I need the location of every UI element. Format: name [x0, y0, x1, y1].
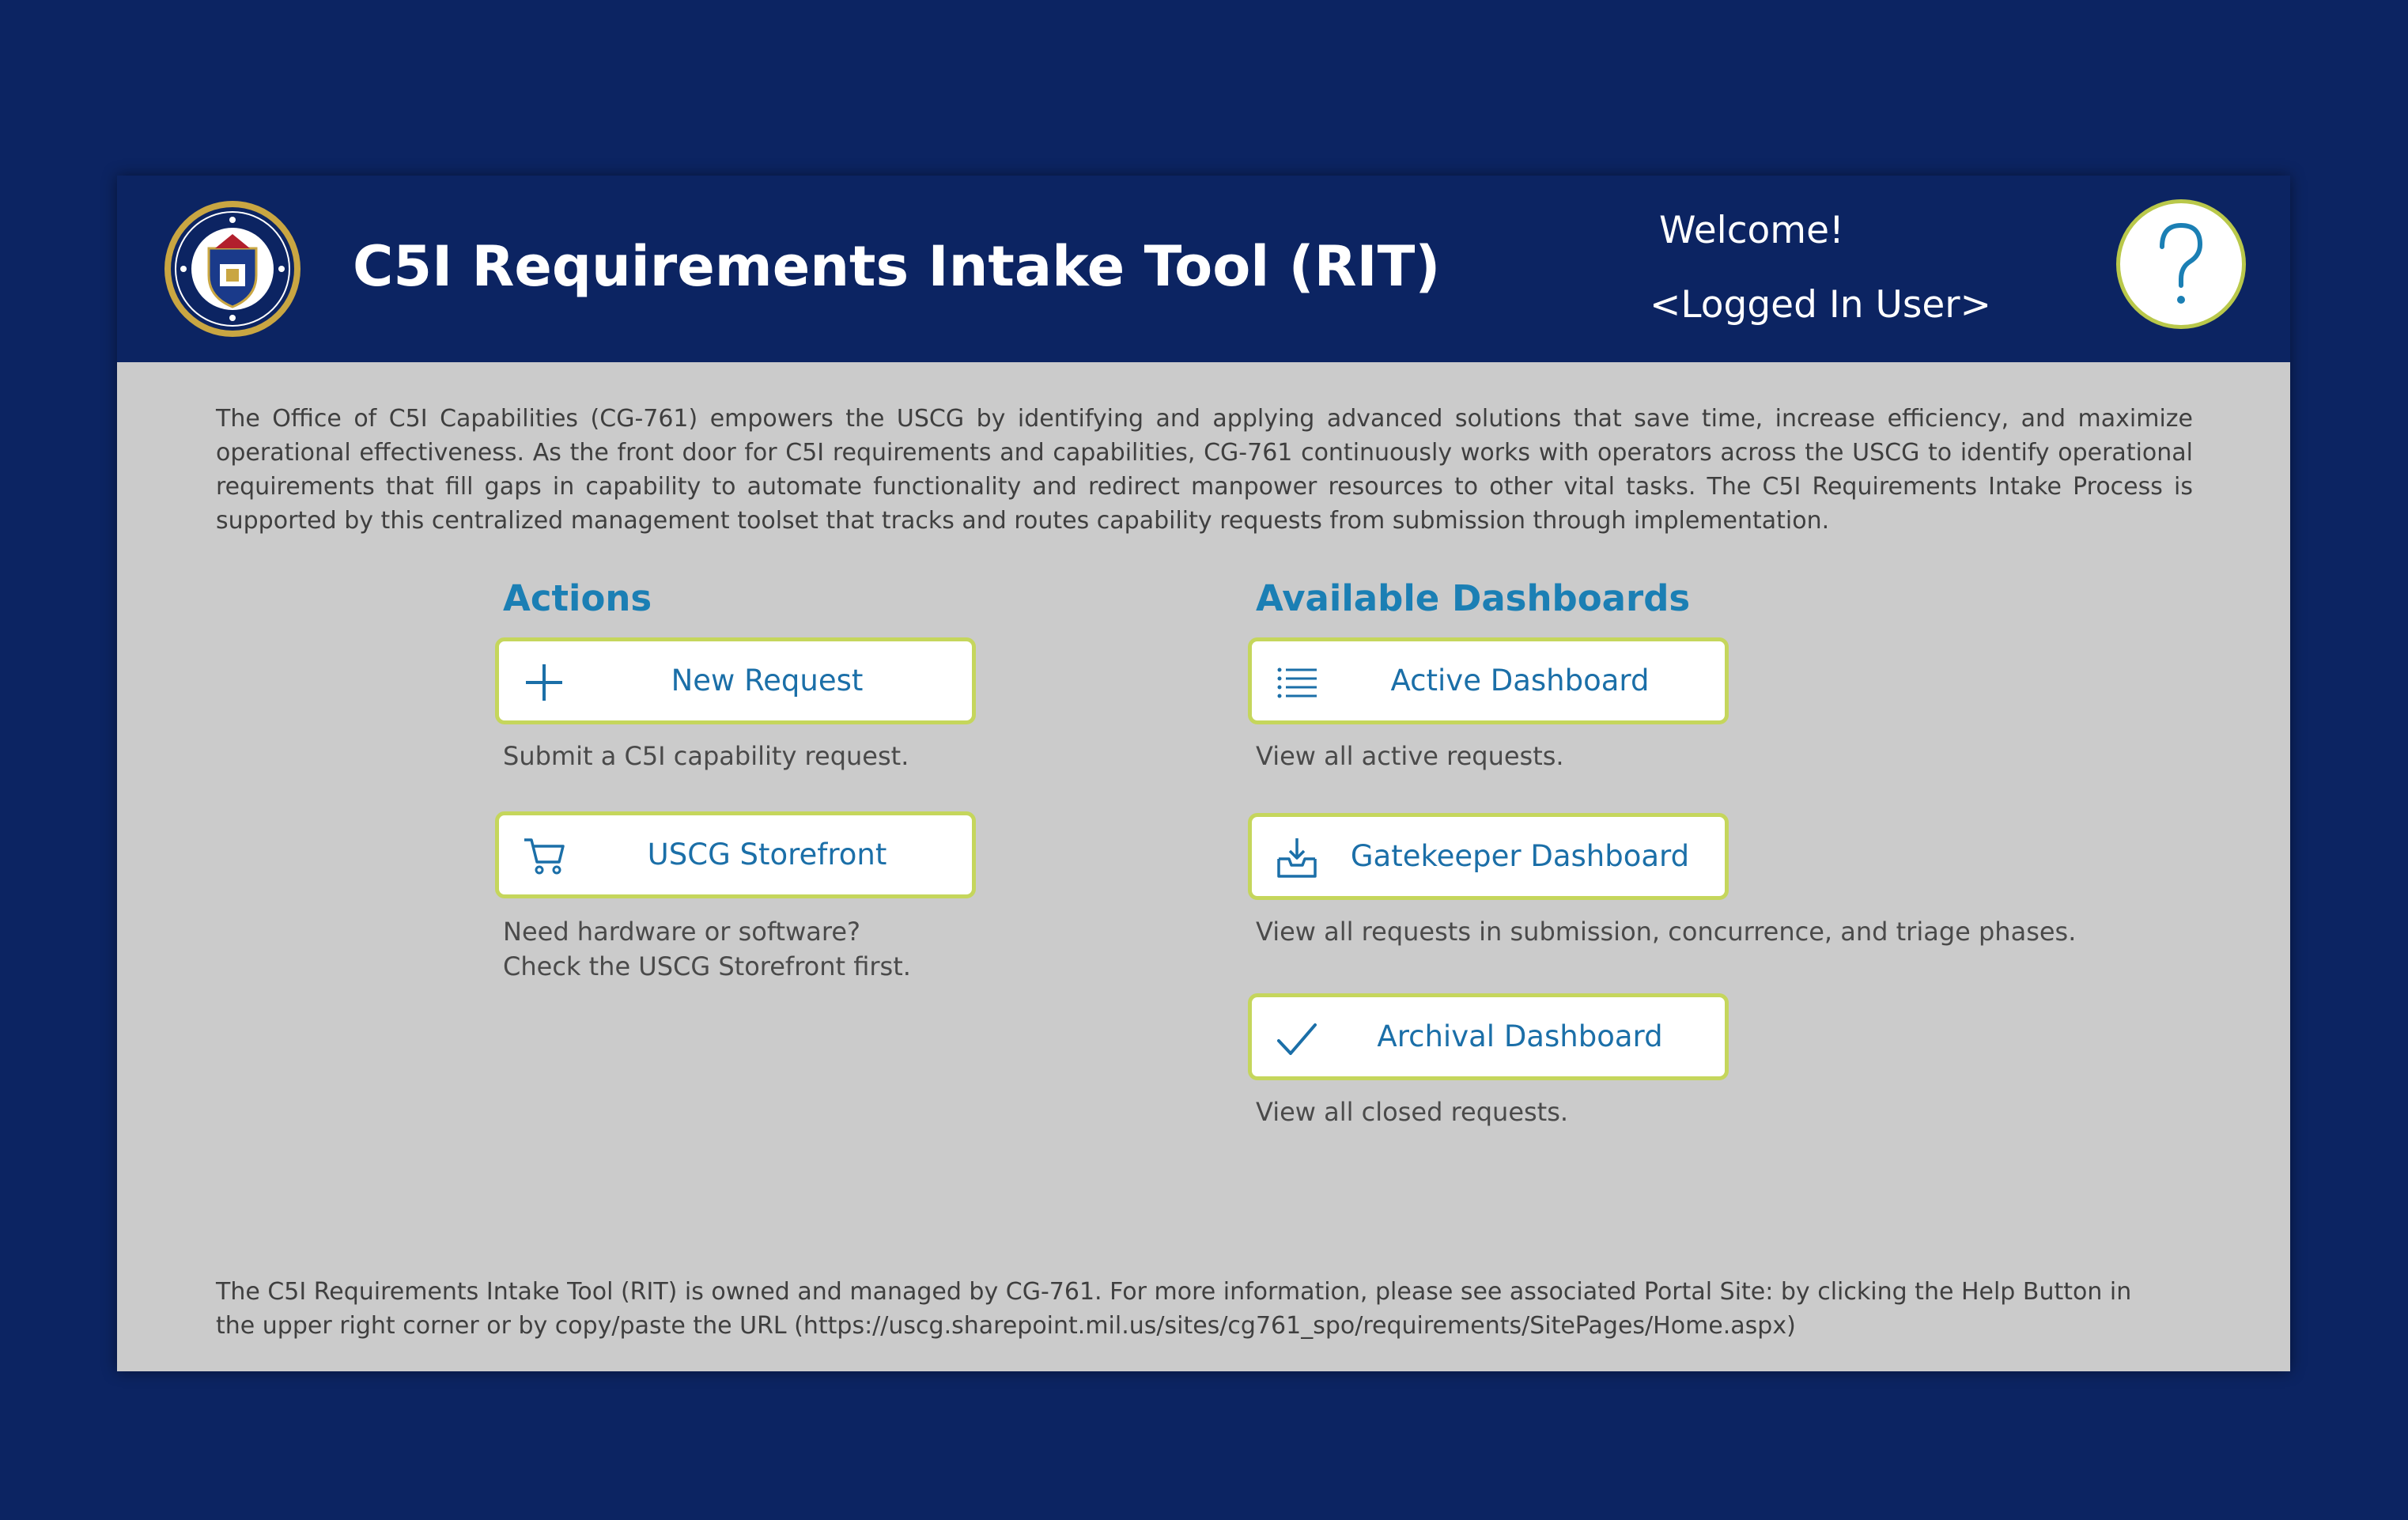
- active-dashboard-button[interactable]: [1248, 637, 1729, 724]
- archival-dashboard-label: Archival Dashboard: [1377, 1019, 1663, 1053]
- office-seal-logo: [163, 199, 302, 338]
- cart-icon: [523, 835, 565, 878]
- active-dashboard-description: View all active requests.: [1256, 741, 1564, 771]
- gatekeeper-dashboard-description: View all requests in submission, concurrence, and triage phases.: [1256, 917, 2077, 947]
- logged-in-user: <Logged In User>: [1650, 283, 1991, 327]
- archival-dashboard-description: View all closed requests.: [1256, 1097, 1569, 1127]
- new-request-description: Submit a C5I capability request.: [503, 741, 909, 771]
- help-button[interactable]: [2116, 199, 2246, 329]
- inbox-download-icon: [1276, 837, 1318, 879]
- active-dashboard-label: Active Dashboard: [1390, 664, 1650, 698]
- list-icon: [1276, 661, 1318, 704]
- question-mark-icon: [2120, 203, 2242, 325]
- new-request-label: New Request: [671, 664, 864, 698]
- footer-note: [216, 1275, 2256, 1343]
- footer-line-2: the upper right corner or by copy/paste the URL (https://uscg.sharepoint.mil.us/sites/cg761_spo/requirements/SitePages/Home.aspx): [216, 1312, 1796, 1340]
- header-bar: [117, 176, 2290, 362]
- new-request-button[interactable]: [495, 637, 976, 724]
- uscg-storefront-button[interactable]: [495, 811, 976, 898]
- storefront-description-line2: Check the USCG Storefront first.: [503, 951, 911, 981]
- gatekeeper-dashboard-button[interactable]: [1248, 813, 1729, 900]
- gatekeeper-dashboard-label: Gatekeeper Dashboard: [1350, 839, 1690, 873]
- actions-title: Actions: [503, 577, 652, 619]
- uscg-storefront-label: USCG Storefront: [647, 838, 887, 872]
- footer-line-1: The C5I Requirements Intake Tool (RIT) is owned and managed by CG-761. For more information, please see associated Portal Site: by clicking the Help Button in: [216, 1278, 2132, 1306]
- plus-icon: [523, 661, 565, 704]
- storefront-description-line1: Need hardware or software?: [503, 917, 860, 947]
- dashboards-title: Available Dashboards: [1256, 577, 1691, 619]
- checkmark-icon: [1276, 1017, 1318, 1060]
- app-frame: [117, 176, 2290, 1371]
- archival-dashboard-button[interactable]: [1248, 993, 1729, 1080]
- app-title: C5I Requirements Intake Tool (RIT): [353, 234, 1441, 299]
- intro-paragraph: The Office of C5I Capabilities (CG-761) empowers the USCG by identifying and applying advanced solutions that save time, increase efficiency, and maximize operational effectiveness. As the front door for C5I requirements and capabilities, CG-761 continuously works with operators across the USCG to identify operational requirements that fill gaps in capability to automate functionality and redirect manpower resources to other vital tasks. The C5I Requirements Intake Process is supported by this centralized management toolset that tracks and routes capability requests from submission through implementation.: [216, 405, 2193, 535]
- welcome-text: Welcome!: [1659, 209, 1844, 252]
